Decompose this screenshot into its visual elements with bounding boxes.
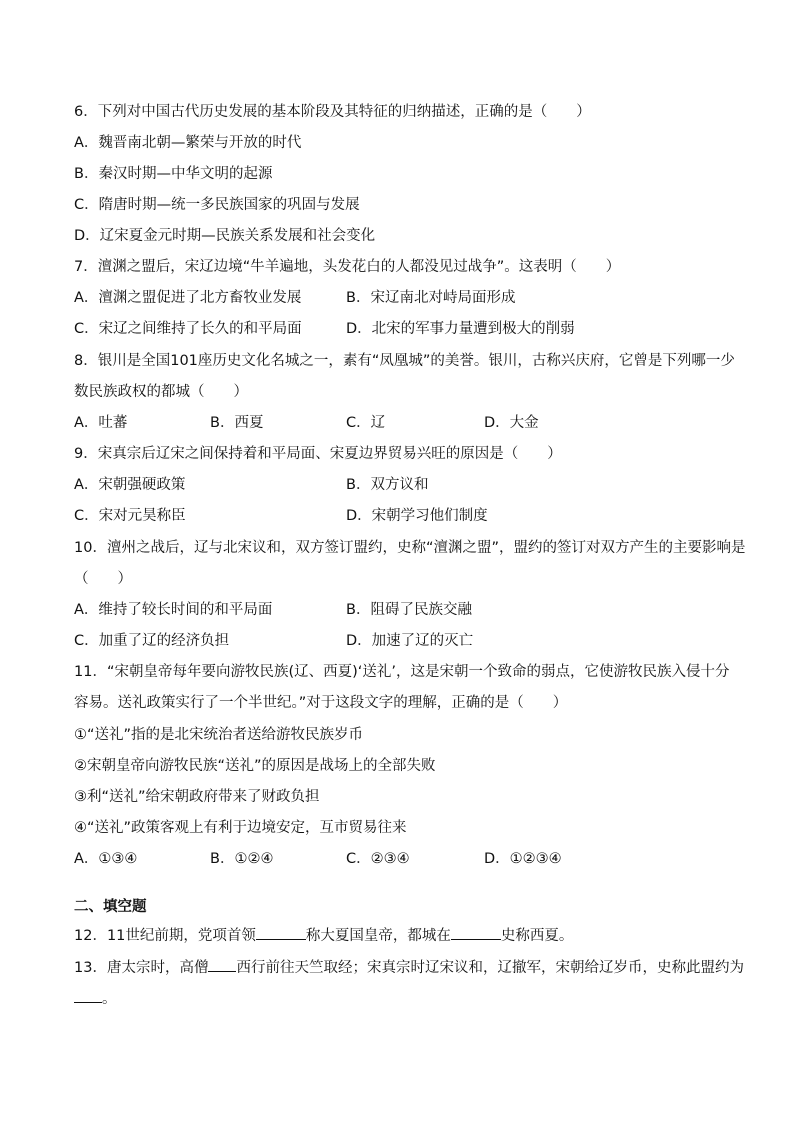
section-heading-fill-in: 二、填空题 — [74, 899, 147, 915]
q11-statement-4: ④“送礼”政策客观上有利于边境安定，互市贸易往来 — [74, 820, 407, 836]
q10-option-a: A．维持了较长时间的和平局面 — [74, 602, 273, 618]
q8-option-a: A．吐蕃 — [74, 415, 128, 431]
q11-statement-2: ②宋朝皇帝向游牧民族“送礼”的原因是战场上的全部失败 — [74, 758, 436, 774]
q7-option-b: B．宋辽南北对峙局面形成 — [346, 290, 516, 306]
q9-option-a: A．宋朝强硬政策 — [74, 477, 186, 493]
q13-part1: 13．唐太宗时，高僧 — [74, 960, 209, 976]
q8-option-d: D．大金 — [484, 415, 539, 431]
q6-option-c: C．隋唐时期—统一多民族国家的巩固与发展 — [74, 197, 360, 213]
q8-option-b: B．西夏 — [210, 415, 264, 431]
q13-line2 — [74, 987, 117, 1009]
q12-part3: 史称西夏。 — [500, 928, 574, 944]
q11-statement-3: ③利“送礼”给宋朝政府带来了财政负担 — [74, 789, 320, 805]
q13-part2: 西行前往天竺取经；宋真宗时辽宋议和，辽撤军，宋朝给辽岁币，史称此盟约为 — [236, 960, 744, 976]
q13-blank-treaty[interactable] — [74, 987, 102, 1003]
q8-option-c: C．辽 — [346, 415, 386, 431]
q11-statement-1: ①“送礼”指的是北宋统治者送给游牧民族岁币 — [74, 727, 364, 743]
q7-stem: 7．澶渊之盟后，宋辽边境“牛羊遍地，头发花白的人都没见过战争”。这表明（ ） — [74, 259, 621, 275]
q10-option-d: D．加速了辽的灭亡 — [346, 633, 474, 649]
q10-option-c: C．加重了辽的经济负担 — [74, 633, 230, 649]
q9-stem: 9．宋真宗后辽宋之间保持着和平局面、宋夏边界贸易兴旺的原因是（ ） — [74, 446, 562, 462]
q10-option-b: B．阻碍了民族交融 — [346, 602, 472, 618]
q11-stem-line2: 容易。送礼政策实行了一个半世纪。”对于这段文字的理解，正确的是（ ） — [74, 695, 568, 711]
q11-option-a: A．①③④ — [74, 851, 138, 867]
q6-stem: 6．下列对中国古代历史发展的基本阶段及其特征的归纳描述，正确的是（ ） — [74, 104, 591, 120]
q11-option-d: D．①②③④ — [484, 851, 562, 867]
q6-option-a: A．魏晋南北朝—繁荣与开放的时代 — [74, 135, 302, 151]
q13-line1 — [74, 956, 744, 978]
q12-part2: 称大夏国皇帝，都城在 — [305, 928, 451, 944]
q8-stem-line1: 8．银川是全国101座历史文化名城之一，素有“凤凰城”的美誉。银川，古称兴庆府，它曾是下列哪一少 — [74, 353, 735, 369]
q12-blank-capital[interactable] — [451, 924, 501, 940]
q13-blank-monk[interactable] — [208, 956, 236, 972]
q10-stem-line1: 10．澶州之战后，辽与北宋议和，双方签订盟约，史称“澶渊之盟”，盟约的签订对双方产生的主要影响是 — [74, 540, 746, 556]
q9-option-b: B．双方议和 — [346, 477, 429, 493]
q9-option-c: C．宋对元昊称臣 — [74, 508, 186, 524]
q11-option-c: C．②③④ — [346, 851, 410, 867]
q7-option-d: D．北宋的军事力量遭到极大的削弱 — [346, 321, 575, 337]
q11-stem-line1: 11．“宋朝皇帝每年要向游牧民族(辽、西夏)‘送礼’，这是宋朝一个致命的弱点，它使游牧民族入侵十分 — [74, 664, 730, 680]
q7-option-c: C．宋辽之间维持了长久的和平局面 — [74, 321, 302, 337]
q12-line — [74, 924, 573, 946]
q6-option-b: B．秦汉时期—中华文明的起源 — [74, 166, 273, 182]
q7-option-a: A．澶渊之盟促进了北方畜牧业发展 — [74, 290, 302, 306]
q12-blank-leader[interactable] — [256, 924, 306, 940]
q12-part1: 12．11世纪前期，党项首领 — [74, 928, 256, 944]
q10-stem-line2: （ ） — [74, 571, 132, 587]
q9-option-d: D．宋朝学习他们制度 — [346, 508, 488, 524]
q8-stem-line2: 数民族政权的都城（ ） — [74, 384, 248, 400]
q13-part3: 。 — [102, 991, 117, 1007]
q6-option-d: D．辽宋夏金元时期—民族关系发展和社会变化 — [74, 228, 376, 244]
q11-option-b: B．①②④ — [210, 851, 274, 867]
